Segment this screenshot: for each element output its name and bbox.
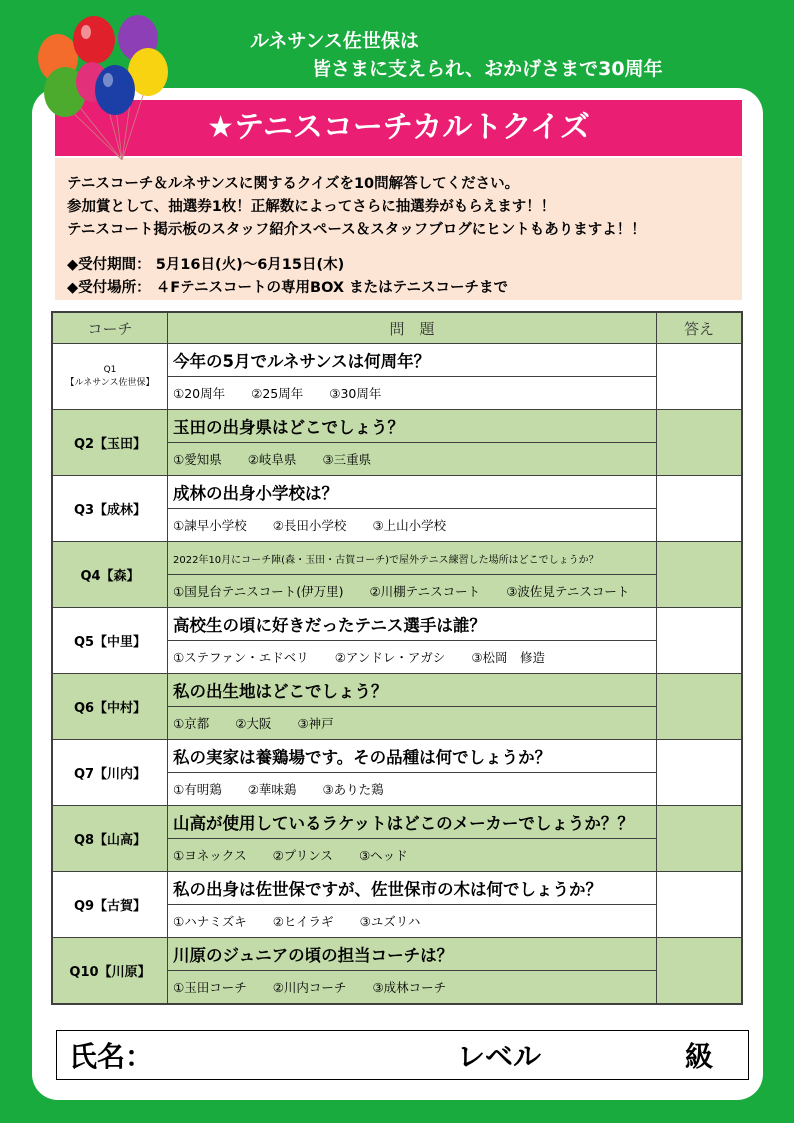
coach-cell: Q10【川原】 bbox=[52, 938, 168, 1005]
col-header-coach: コーチ bbox=[52, 312, 168, 344]
options-cell bbox=[168, 707, 657, 740]
options-cell bbox=[168, 509, 657, 542]
question-row bbox=[52, 608, 742, 641]
header-line-2: 皆さまに支えられ、おかげさまで30周年 bbox=[312, 58, 663, 80]
coach-cell: Q3【成林】 bbox=[52, 476, 168, 542]
options-cell bbox=[168, 575, 657, 608]
name-entry-box[interactable] bbox=[56, 1030, 749, 1080]
question-text: 今年の5月でルネサンスは何周年？ bbox=[168, 344, 657, 377]
option-1: ①玉田コーチ bbox=[173, 980, 247, 995]
question-row bbox=[52, 674, 742, 707]
intro-line-3: テニスコート掲示板のスタッフ紹介スペース＆スタッフブログにヒントもありますよ！！ bbox=[67, 222, 646, 238]
coach-cell bbox=[52, 344, 168, 410]
answer-cell[interactable] bbox=[657, 740, 743, 806]
answer-cell[interactable] bbox=[657, 608, 743, 674]
option-2: ②川棚テニスコート bbox=[369, 584, 481, 599]
question-text: 山高が使用しているラケットはどこのメーカーでしょうか？？ bbox=[168, 806, 657, 839]
option-1: ①京都 bbox=[173, 716, 210, 731]
option-2: ②華味鶏 bbox=[247, 782, 297, 797]
answer-cell[interactable] bbox=[657, 410, 743, 476]
coach-cell: Q4【森】 bbox=[52, 542, 168, 608]
grade-label: 級 bbox=[685, 1040, 714, 1073]
coach-cell: Q2【玉田】 bbox=[52, 410, 168, 476]
reception-period: ◆受付期間： 5月16日(火)～6月15日(木) bbox=[67, 257, 345, 273]
option-1: ①ヨネックス bbox=[173, 848, 247, 863]
answer-cell[interactable] bbox=[657, 674, 743, 740]
question-text: 私の出生地はどこでしょう？ bbox=[168, 674, 657, 707]
answer-cell[interactable] bbox=[657, 476, 743, 542]
question-row bbox=[52, 476, 742, 509]
level-label: レベル bbox=[457, 1040, 542, 1073]
coach-sublabel: 【ルネサンス佐世保】 bbox=[65, 377, 155, 388]
question-row bbox=[52, 542, 742, 575]
intro-line-1: テニスコーチ＆ルネサンスに関するクイズを10問解答してください。 bbox=[67, 176, 520, 192]
quiz-table bbox=[51, 311, 743, 1005]
option-3: ③上山小学校 bbox=[372, 518, 447, 533]
question-text: 私の実家は養鶏場です。その品種は何でしょうか？ bbox=[168, 740, 657, 773]
option-3: ③波佐見テニスコート bbox=[506, 584, 630, 599]
question-text: 2022年10月にコーチ陣(森・玉田・古賀コーチ)で屋外テニス練習した場所はどこでしょうか？ bbox=[168, 542, 657, 575]
question-text: 川原のジュニアの頃の担当コーチは？ bbox=[168, 938, 657, 971]
coach-label: Q1 bbox=[103, 364, 117, 375]
option-3: ③30周年 bbox=[329, 386, 382, 401]
name-label: 氏名： bbox=[69, 1040, 154, 1073]
options-cell bbox=[168, 839, 657, 872]
option-3: ③三重県 bbox=[322, 452, 372, 467]
reception-place: ◆受付場所： ４Fテニスコートの専用BOX またはテニスコーチまで bbox=[67, 280, 509, 296]
question-row bbox=[52, 410, 742, 443]
option-2: ②プリンス bbox=[272, 848, 333, 863]
coach-cell: Q7【川内】 bbox=[52, 740, 168, 806]
coach-cell: Q5【中里】 bbox=[52, 608, 168, 674]
option-3: ③ヘッド bbox=[358, 848, 408, 863]
header-line-1: ルネサンス佐世保は bbox=[250, 30, 419, 52]
option-2: ②アンドレ・アガシ bbox=[334, 650, 446, 665]
answer-cell[interactable] bbox=[657, 806, 743, 872]
question-row bbox=[52, 872, 742, 905]
options-cell bbox=[168, 641, 657, 674]
option-1: ①ステファン・エドベリ bbox=[173, 650, 309, 665]
balloons-icon bbox=[30, 10, 180, 170]
option-1: ①諫早小学校 bbox=[173, 518, 247, 533]
coach-cell: Q9【古賀】 bbox=[52, 872, 168, 938]
question-text: 成林の出身小学校は？ bbox=[168, 476, 657, 509]
quiz-title: ★テニスコーチカルトクイズ bbox=[55, 100, 742, 156]
options-cell bbox=[168, 905, 657, 938]
option-1: ①愛知県 bbox=[173, 452, 222, 467]
option-3: ③神戸 bbox=[297, 716, 334, 731]
question-row bbox=[52, 938, 742, 971]
option-1: ①20周年 bbox=[173, 386, 226, 401]
options-cell bbox=[168, 773, 657, 806]
option-3: ③ユズリハ bbox=[359, 914, 421, 929]
intro-line-2: 参加賞として、抽選券1枚！正解数によってさらに抽選券がもらえます！！ bbox=[67, 199, 556, 215]
option-2: ②長田小学校 bbox=[272, 518, 347, 533]
answer-cell[interactable] bbox=[657, 872, 743, 938]
intro-box bbox=[55, 158, 742, 300]
option-2: ②岐阜県 bbox=[247, 452, 297, 467]
option-3: ③成林コーチ bbox=[372, 980, 447, 995]
options-cell bbox=[168, 971, 657, 1005]
option-1: ①国見台テニスコート(伊万里) bbox=[173, 584, 344, 599]
option-1: ①有明鶏 bbox=[173, 782, 222, 797]
question-text: 私の出身は佐世保ですが、佐世保市の木は何でしょうか？ bbox=[168, 872, 657, 905]
option-2: ②川内コーチ bbox=[272, 980, 347, 995]
answer-cell[interactable] bbox=[657, 938, 743, 1005]
col-header-answer: 答え bbox=[657, 312, 743, 344]
option-3: ③松岡 修造 bbox=[471, 650, 546, 665]
question-row bbox=[52, 344, 742, 377]
coach-cell: Q6【中村】 bbox=[52, 674, 168, 740]
question-row bbox=[52, 806, 742, 839]
option-3: ③ありた鶏 bbox=[322, 782, 384, 797]
col-header-question: 問 題 bbox=[168, 312, 657, 344]
option-1: ①ハナミズキ bbox=[173, 914, 247, 929]
option-2: ②25周年 bbox=[251, 386, 304, 401]
answer-cell[interactable] bbox=[657, 542, 743, 608]
question-text: 高校生の頃に好きだったテニス選手は誰？ bbox=[168, 608, 657, 641]
options-cell bbox=[168, 377, 657, 410]
option-2: ②ヒイラギ bbox=[272, 914, 334, 929]
options-cell bbox=[168, 443, 657, 476]
option-2: ②大阪 bbox=[235, 716, 272, 731]
question-row bbox=[52, 740, 742, 773]
question-text: 玉田の出身県はどこでしょう？ bbox=[168, 410, 657, 443]
coach-cell: Q8【山高】 bbox=[52, 806, 168, 872]
answer-cell[interactable] bbox=[657, 344, 743, 410]
